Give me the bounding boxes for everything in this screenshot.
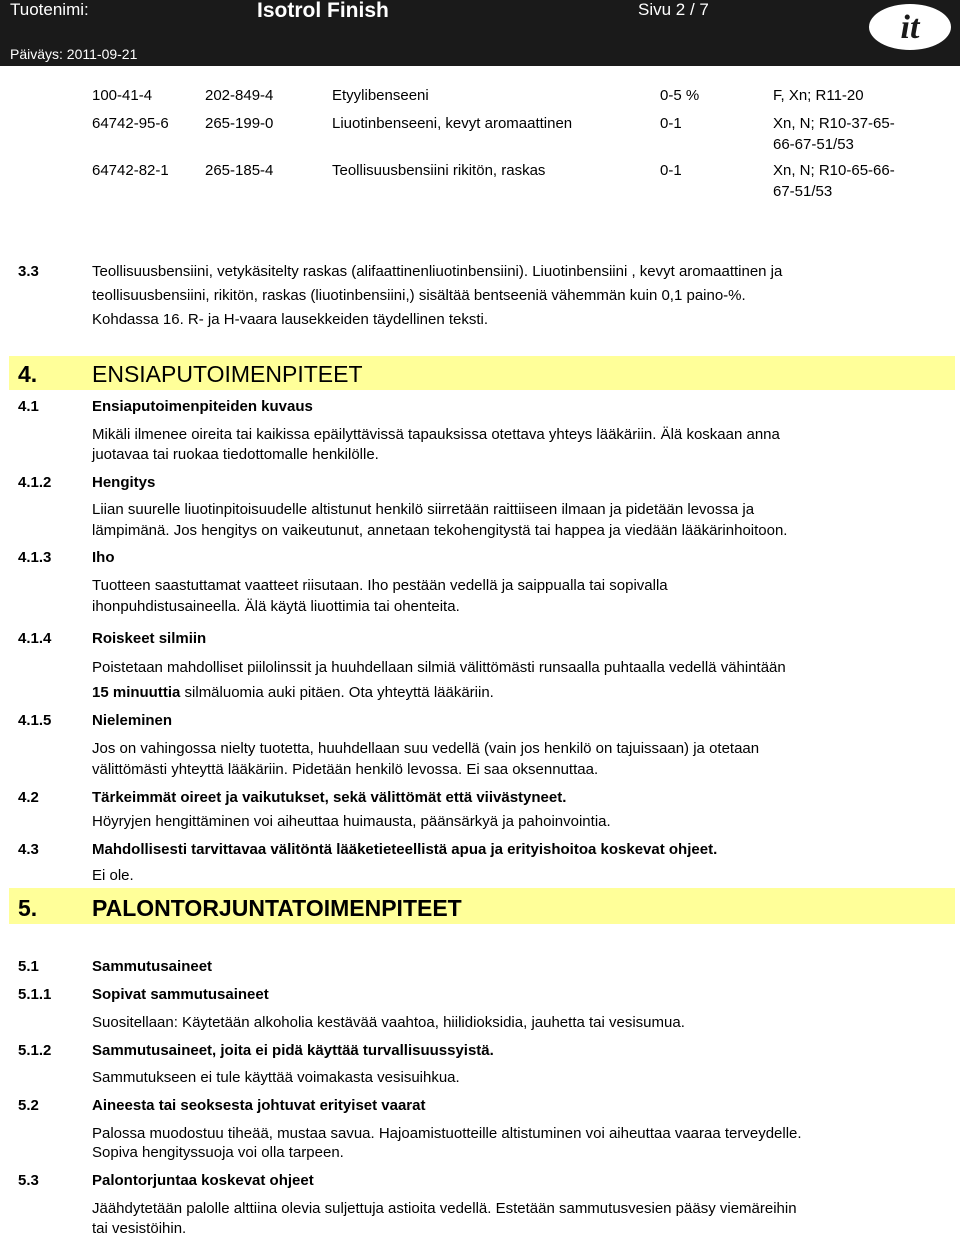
page-number: Sivu 2 / 7: [638, 0, 709, 19]
subsection-number: 5.1.2: [18, 1042, 52, 1059]
paragraph-line: Palossa muodostuu tiheää, mustaa savua. Hajoamistuotteille altistuminen voi aiheuttaa vaaraa terveydelle.: [92, 1125, 802, 1142]
date-label: Päiväys: 2011-09-21: [10, 46, 138, 62]
substance-name: Liuotinbenseeni, kevyt aromaattinen: [332, 115, 573, 132]
subsection-number: 5.2: [18, 1097, 39, 1114]
paragraph-line: Liian suurelle liuotinpitoisuudelle altistunut henkilö siirretään raittiiseen ilmaan ja pidetään levossa ja: [92, 501, 755, 518]
paragraph-line: lämpimänä. Jos hengitys on vaikeutunut, annetaan tekohengitystä tai happea ja viedään lääkärinhoitoon.: [92, 522, 788, 539]
section-title: ENSIAPUTOIMENPITEET: [92, 361, 363, 387]
concentration: 0-1: [660, 115, 682, 132]
note-line: teollisuusbensiini, rikitön, raskas (liuotinbensiini,) sisältää bentseeniä vähemmän kuin 0,1 paino-%.: [92, 287, 746, 304]
subsection-title: Roiskeet silmiin: [92, 630, 207, 647]
subsection-number: 5.3: [18, 1172, 39, 1189]
section-number: 4.: [18, 361, 38, 387]
paragraph-line: Suositellaan: Käytetään alkoholia kestävää vaahtoa, hiilidioksidia, jauhetta tai vesisumua.: [92, 1014, 685, 1031]
subsection-title: Mahdollisesti tarvittavaa välitöntä lääketieteellistä apua ja erityishoitoa koskevat ohjeet.: [92, 841, 718, 858]
subsection-title: Tärkeimmät oireet ja vaikutukset, sekä välittömät että viivästyneet.: [92, 789, 567, 806]
note-number: 3.3: [18, 263, 39, 280]
subsection-title: Sopivat sammutusaineet: [92, 986, 269, 1003]
subsection-number: 4.1.5: [18, 712, 52, 729]
note-line: Teollisuusbensiini, vetykäsitelty raskas (alifaattinenliuotinbensiini). Liuotinbensiini , kevyt aromaattinen ja: [92, 263, 783, 280]
classification: Xn, N; R10-65-66-: [773, 162, 895, 179]
paragraph-line: juotavaa tai ruokaa tiedottomalle henkilölle.: [92, 446, 379, 463]
subsection-title: Iho: [92, 549, 115, 566]
subsection-title: Sammutusaineet, joita ei pidä käyttää turvallisuussyistä.: [92, 1042, 494, 1059]
classification: F, Xn; R11-20: [773, 87, 864, 104]
section-number: 5.: [18, 895, 38, 921]
company-logo: [868, 3, 952, 51]
subsection-title: Hengitys: [92, 474, 156, 491]
paragraph-line: Sopiva hengityssuoja voi olla tarpeen.: [92, 1144, 344, 1161]
subsection-number: 4.1: [18, 398, 39, 415]
classification-cont: 67-51/53: [773, 183, 833, 200]
subsection-title: Sammutusaineet: [92, 958, 213, 975]
paragraph-line: Tuotteen saastuttamat vaatteet riisutaan. Iho pestään vedellä ja saippualla tai sopivalla: [92, 577, 668, 594]
paragraph-line: Höyryjen hengittäminen voi aiheuttaa huimausta, päänsärkyä ja pahoinvointia.: [92, 813, 611, 830]
cas-number: 64742-82-1: [92, 162, 169, 179]
paragraph-line: välittömästi yhteyttä lääkäriin. Pidetään henkilö levossa. Ei saa oksennuttaa.: [92, 761, 599, 778]
header-background: [0, 0, 960, 66]
subsection-title: Aineesta tai seoksesta johtuvat erityiset vaarat: [92, 1097, 426, 1114]
classification: Xn, N; R10-37-65-: [773, 115, 895, 132]
paragraph-line: Poistetaan mahdolliset piilolinssit ja huuhdellaan silmiä välittömästi runsaalla puhtaalla vedellä vähintään: [92, 659, 786, 676]
paragraph-line: Mikäli ilmenee oireita tai kaikissa epäilyttävissä tapauksissa otettava yhteys lääkäriin. Älä koskaan anna: [92, 426, 780, 443]
ec-number: 202-849-4: [205, 87, 274, 104]
product-name: Isotrol Finish: [257, 0, 389, 22]
ec-number: 265-185-4: [205, 162, 274, 179]
subsection-number: 5.1.1: [18, 986, 52, 1003]
concentration: 0-5 %: [660, 87, 700, 104]
subsection-number: 4.1.4: [18, 630, 52, 647]
paragraph-line: Jos on vahingossa nielty tuotetta, huuhdellaan suu vedellä (vain jos henkilö on tajuissaan) ja otetaan: [92, 740, 760, 757]
concentration: 0-1: [660, 162, 682, 179]
page-header: [0, 0, 960, 66]
classification-cont: 66-67-51/53: [773, 136, 854, 153]
paragraph-line: [92, 683, 494, 703]
subsection-title: Palontorjuntaa koskevat ohjeet: [92, 1172, 314, 1189]
note-line: Kohdassa 16. R- ja H-vaara lausekkeiden täydellinen teksti.: [92, 311, 489, 328]
paragraph-text: silmäluomia auki pitäen. Ota yhteyttä lääkäriin.: [180, 684, 494, 701]
paragraph-line: Ei ole.: [92, 867, 134, 884]
paragraph-line: Sammutukseen ei tule käyttää voimakasta vesisuihkua.: [92, 1069, 460, 1086]
product-label: Tuotenimi:: [10, 0, 89, 19]
section-title: PALONTORJUNTATOIMENPITEET: [92, 895, 462, 921]
subsection-number: 4.1.2: [18, 474, 52, 491]
subsection-title: Ensiaputoimenpiteiden kuvaus: [92, 398, 313, 415]
substance-name: Etyylibenseeni: [332, 87, 429, 104]
subsection-number: 4.3: [18, 841, 39, 858]
paragraph-line: tai vesistöihin.: [92, 1220, 187, 1237]
ec-number: 265-199-0: [205, 115, 274, 132]
cas-number: 64742-95-6: [92, 115, 169, 132]
subsection-title: Nieleminen: [92, 712, 173, 729]
paragraph-line: Jäähdytetään palolle alttiina olevia suljettuja astioita vedellä. Estetään sammutusvesien pääsy viemäreihin: [92, 1200, 797, 1217]
logo-text: it: [900, 9, 920, 46]
cas-number: 100-41-4: [92, 87, 153, 104]
substance-name: Teollisuusbensiini rikitön, raskas: [332, 162, 546, 179]
paragraph-line: ihonpuhdistusaineella. Älä käytä liuottimia tai ohenteita.: [92, 598, 460, 615]
emphasis: 15 minuuttia: [92, 684, 181, 701]
subsection-number: 4.2: [18, 789, 39, 806]
subsection-number: 5.1: [18, 958, 39, 975]
subsection-number: 4.1.3: [18, 549, 52, 566]
